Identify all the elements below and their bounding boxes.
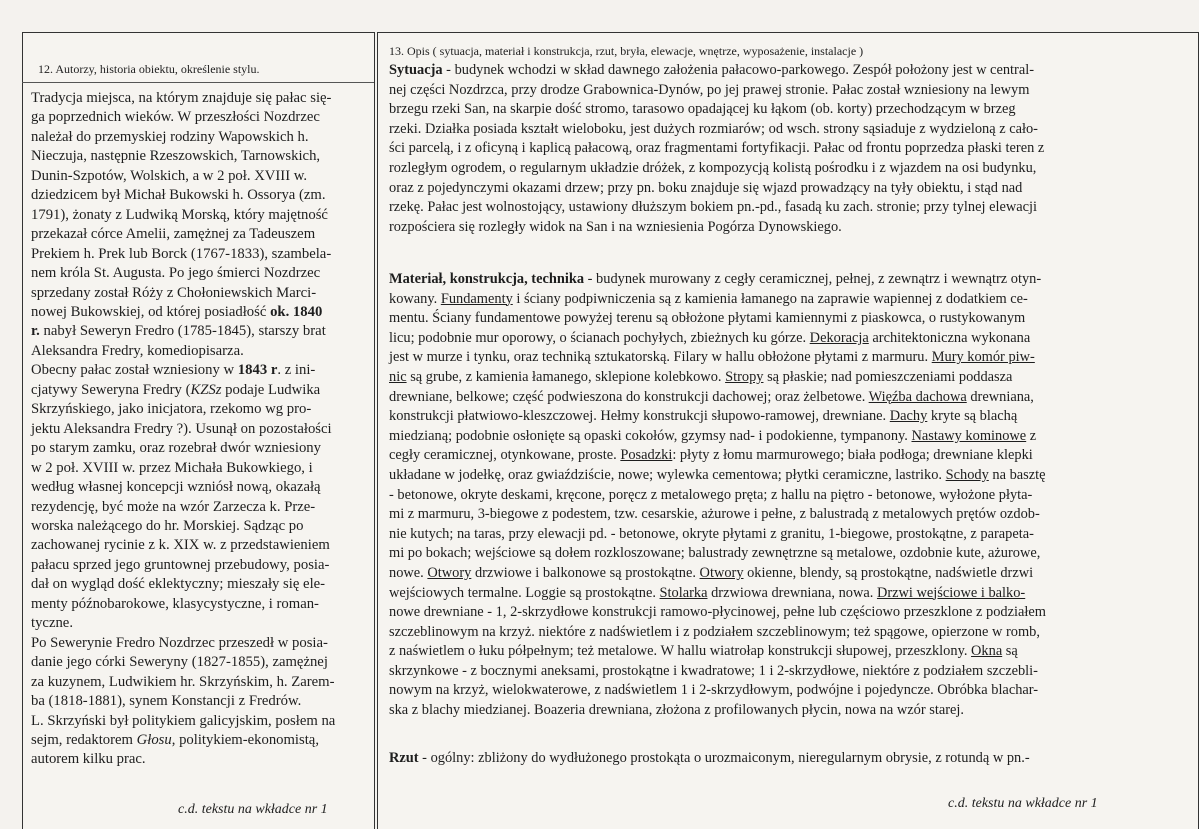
left-text-line: cjatywy Seweryna Fredry (KZSz podaje Ludwika xyxy=(31,381,321,398)
left-body-text xyxy=(31,89,371,770)
material-text-line: skrzynkowe - z bocznymi aneksami, prostokątne i kwadratowe; 1 i 2-skrzydłowe, niektóre z podziałem szczebli- xyxy=(389,662,1038,679)
right-paragraph-material xyxy=(389,270,1194,721)
left-text-line: pałacu sprzed jego gruntownej przebudowy, posia- xyxy=(31,556,330,573)
left-text-line: menty późnobarokowe, klasycystyczne, i roman- xyxy=(31,595,319,612)
material-text-line: licu; podobnie mur oporowy, o ścianach pochyłych, zbieżnych ku górze. Dekoracja architektoniczna wykonana xyxy=(389,329,1031,346)
material-text-line: wejściowych termalne. Loggie są prostokątne. Stolarka drzwiowa drewniana, nowa. Drzwi wejściowe i balko- xyxy=(389,584,1026,601)
left-text-line: ga poprzednich wieków. W przeszłości Nozdrzec xyxy=(31,109,320,126)
left-text-line: dziedzicem był Michał Bukowski h. Ossorya (zm. xyxy=(31,187,326,204)
material-text-line: - betonowe, okryte deskami, kręcone, poręcz z metalowego pręta; z hallu na piętro - betonowe, wyłożone płyta- xyxy=(389,486,1033,503)
material-text-line: nic są grube, z kamienia łamanego, sklepione kolebkowo. Stropy są płaskie; nad pomieszczeniami poddasza xyxy=(389,368,1013,385)
left-text-line: Dunin-Szpotów, Wolskich, a w 2 poł. XVIII w. xyxy=(31,167,308,184)
left-text-line: zachowanej rycinie z k. XIX w. z przedstawieniem xyxy=(31,537,330,554)
left-text-line: za kuzynem, Ludwikiem hr. Skrzyńskim, h. Zarem- xyxy=(31,673,335,690)
material-text-line: nie kutych; na taras, przy elewacji pd. - betonowe, okryte płytami z granitu, 1-biegowe, prostokątne, z parapeta- xyxy=(389,525,1034,542)
sytuacja-text-line: rzeki. Działka posiada kształt wieloboku, jest dużych rozmiarów; od wsch. strony sąsiaduje z wydzieloną z cało- xyxy=(389,120,1038,137)
material-text-line: mi po bokach; wejściowe są dołem rozkloszowane; balustrady zewnętrzne są metalowe, ozdobnie kute, ażurowe, xyxy=(389,545,1041,562)
left-text-line: tyczne. xyxy=(31,615,73,632)
sytuacja-text-line: brzegu rzeki San, na skarpie dość stromo, tarasowo opadającej ku łąkom (ob. korty) przechodzącym w brzeg xyxy=(389,101,1016,118)
material-text-line: kowany. Fundamenty i ściany podpiwniczenia są z kamienia łamanego na zaprawie wapiennej z dodatkiem ce- xyxy=(389,290,1028,307)
left-text-line: r. nabył Seweryn Fredro (1785-1845), starszy brat xyxy=(31,323,326,340)
material-text-line: nowe drewniane - 1, 2-skrzydłowe konstrukcji ramowo-płycinowej, pełne lub częściowo przeszklone z podziałem xyxy=(389,604,1046,621)
right-section-header: 13. Opis ( sytuacja, materiał i konstrukcja, rzut, bryła, elewacje, wnętrze, wyposażenie, instalacje ) xyxy=(389,44,864,58)
left-text-line: jektu Aleksandra Fredry ?). Usunął on pozostałości xyxy=(31,420,332,437)
left-continuation-note: c.d. tekstu na wkładce nr 1 xyxy=(178,802,328,817)
left-text-line: Obecny pałac został wzniesiony w 1843 r. z ini- xyxy=(31,362,316,379)
material-text-line: miedzianą; podobnie osłonięte są opaski cokołów, gzymsy nad- i podokienne, tympanony. Nastawy kominowe z xyxy=(389,427,1037,444)
left-text-line: Prekiem h. Prek lub Borck (1767-1833), szambela- xyxy=(31,245,332,262)
left-text-line: sejm, redaktorem Głosu, politykiem-ekonomistą, xyxy=(31,731,319,748)
right-continuation-note: c.d. tekstu na wkładce nr 1 xyxy=(948,796,1098,811)
left-section-header: 12. Autorzy, historia obiektu, określenie stylu. xyxy=(38,62,260,76)
material-text-line: drewniane, belkowe; część podwieszona do konstrukcji dachowej; oraz żelbetowe. Więźba dachowa drewniana, xyxy=(389,388,1034,405)
left-text-line: Tradycja miejsca, na którym znajduje się pałac się- xyxy=(31,90,332,106)
material-text-line: nowym na krzyż, wielokwaterowe, z nadświetlem 1 i 2-skrzydłowym, podwójne i pojedyncze. Obróbka blachar- xyxy=(389,682,1039,699)
left-text-line: Po Sewerynie Fredro Nozdrzec przeszedł w posia- xyxy=(31,634,328,651)
left-text-line: 1791), żonaty z Ludwiką Morską, który majętność xyxy=(31,206,328,223)
sytuacja-text-line: rozpościera się rozległy widok na San i na wzniesienia Pogórza Dynowskiego. xyxy=(389,218,842,235)
material-text-line: z naświetlem o łuku półpełnym; też metalowe. W hallu wiatrołap konstrukcji słupowej, przeszklony. Okna są xyxy=(389,643,1018,660)
sytuacja-text-line: rzekę. Pałac jest wolnostojący, ustawiony dłuższym bokiem pn.-pd., fasadą ku zach. stronie; przy tylnej elewacji xyxy=(389,199,1038,216)
left-text-line: ba (1818-1881), synem Konstancji z Fredrów. xyxy=(31,693,302,710)
material-text-line: ska z blachy miedzianej. Boazeria drewniana, złożona z profilowanych płycin, nowa na wzór starej. xyxy=(389,702,964,719)
left-text-line: sprzedany został Róży z Chołoniewskich Marci- xyxy=(31,284,317,301)
left-text-line: po starym zamku, oraz rozebrał dwór wzniesiony xyxy=(31,440,321,457)
right-paragraph-rzut xyxy=(389,749,1194,769)
left-text-line: dał on wygląd dość eklektyczny; mieszały się ele- xyxy=(31,576,326,593)
sytuacja-text-line: nej części Nozdrzca, przy drodze Grabownica-Dynów, po jej prawej stronie. Pałac został wzniesiony na lewym xyxy=(389,81,1030,98)
sytuacja-text-line: oraz z pojedynczymi okazami drzew; przy pn. boku znajduje się wjazd prowadzący na tyły obiektu, i stąd nad xyxy=(389,179,1023,196)
left-text-line: Nieczuja, następnie Rzeszowskich, Tarnowskich, xyxy=(31,148,321,165)
sytuacja-text-line: ści parcelą, i z oficyną i kaplicą pałacową, oraz fragmentami fortyfikacji. Pałac od frontu poprzedza płaski teren z xyxy=(389,140,1045,157)
material-text-line: jest w murze i tynku, oraz techniką sztukatorską. Filary w hallu obłożone płytami z marmuru. Mury komór piw- xyxy=(389,349,1035,366)
sytuacja-text-line: rozległym ogrodem, o regularnym układzie dróżek, z kompozycją kolistą pośrodku i z wjazdem na osi budynku, xyxy=(389,159,1037,176)
left-text-line: w 2 poł. XVIII w. przez Michała Bukowkiego, i xyxy=(31,459,313,476)
left-text-line: według własnej koncepcji wzniósł nową, okazałą xyxy=(31,479,321,496)
left-text-line: nowej Bukowskiej, od której posiadłość ok. 1840 xyxy=(31,303,323,320)
left-text-line: Skrzyńskiego, jako inicjatora, rzekomo wg pro- xyxy=(31,401,312,418)
right-paragraph-sytuacja xyxy=(389,61,1194,237)
material-text-line: Materiał, konstrukcja, technika - budynek murowany z cegły ceramicznej, pełnej, z zewnątrz i wewnątrz otyn- xyxy=(389,271,1042,287)
left-text-line: Aleksandra Fredry, komediopisarza. xyxy=(31,342,244,359)
material-text-line: nowe. Otwory drzwiowe i balkonowe są prostokątne. Otwory okienne, blendy, są prostokątne, nadświetle drzwi xyxy=(389,564,1034,581)
left-text-line: rezydencję, być może na wzór Zarzecza k. Prze- xyxy=(31,498,316,515)
material-text-line: szczeblinowym na krzyż. niektóre z nadświetlem i z podziałem szczeblinowym; też spągowe, opierzone w romb, xyxy=(389,623,1040,640)
material-text-line: układane w jodełkę, oraz gwiaździście, nowe; wylewka cementowa; płytki ceramiczne, lastriko. Schody na basztę xyxy=(389,466,1046,483)
material-text-line: cegły ceramicznej, otynkowane, proste. Posadzki: płyty z łomu marmurowego; biała podłoga; drewniane klepki xyxy=(389,447,1033,464)
material-text-line: konstrukcji płatwiowo-kleszczowej. Hełmy konstrukcji słupowo-ramowej, drewniane. Dachy kryte są blachą xyxy=(389,408,1018,425)
left-header-divider xyxy=(22,82,374,83)
left-text-line: danie jego córki Seweryny (1827-1855), zamężnej xyxy=(31,654,328,671)
left-text-line: nem króla St. Augusta. Po jego śmierci Nozdrzec xyxy=(31,265,321,282)
material-text-line: mi z marmuru, 3-biegowe z podestem, tzw. cesarskie, ażurowe i pełne, z balustradą z metalowych prętów ozdob- xyxy=(389,506,1040,523)
material-text-line: mentu. Ściany fundamentowe powyżej terenu są obłożone płytami kamiennymi z piaskowca, o rustykowanym xyxy=(389,310,1026,327)
left-text-line: L. Skrzyński był politykiem galicyjskim, posłem na xyxy=(31,712,336,729)
left-text-line: przekazał córce Amelii, zamężnej za Tadeuszem xyxy=(31,226,316,243)
left-text-line: należał do przemyskiej rodziny Wapowskich h. xyxy=(31,128,309,145)
left-text-line: autorem kilku prac. xyxy=(31,751,146,768)
left-text-line: worska należącego do hr. Morskiej. Sądząc po xyxy=(31,517,304,534)
rzut-text-line: Rzut - ogólny: zbliżony do wydłużonego prostokąta o urozmaiconym, nieregularnym obrysie, z rotundą w pn.- xyxy=(389,750,1030,766)
sytuacja-text-line: Sytuacja - budynek wchodzi w skład dawnego założenia pałacowo-parkowego. Zespół położony jest w central- xyxy=(389,62,1034,78)
